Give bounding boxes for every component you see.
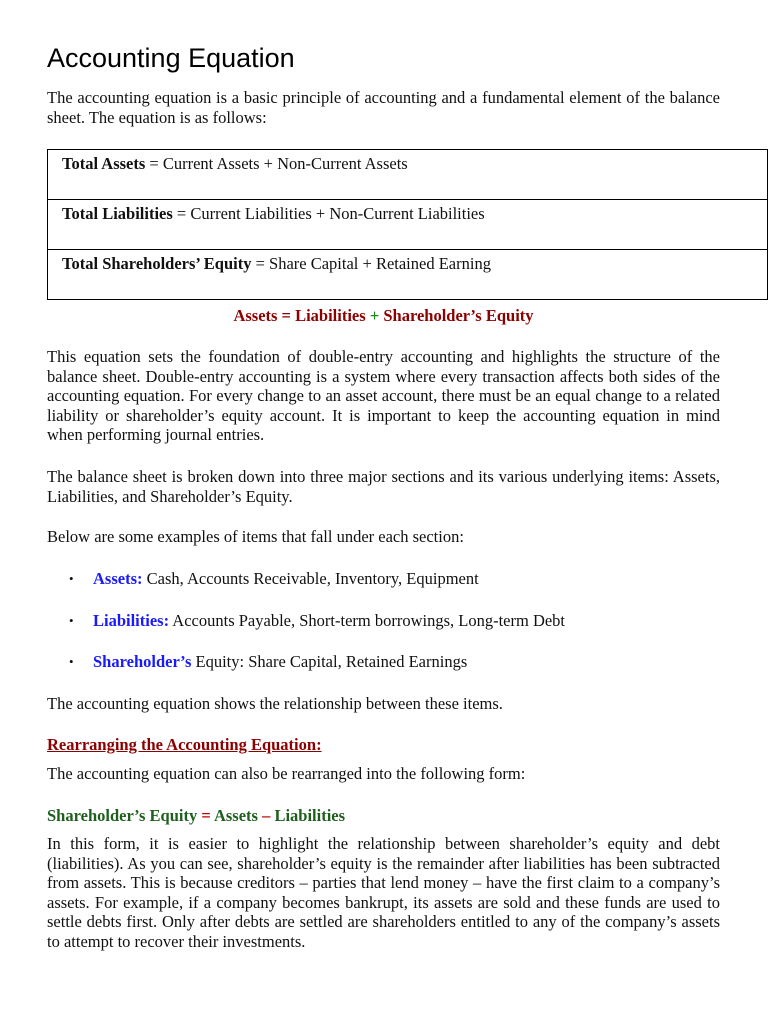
equation-formula: = Share Capital + Retained Earning — [251, 254, 491, 273]
paragraph-relationship: The accounting equation shows the relationship between these items. — [47, 694, 503, 713]
list-item-label: Liabilities: — [93, 610, 170, 630]
equation-cell — [48, 250, 768, 300]
paragraph-rearranged-intro: The accounting equation can also be rearranged into the following form: — [47, 764, 526, 783]
intro-paragraph: The accounting equation is a basic principle of accounting and a fundamental element of the balance sheet. The equation is as follows: — [47, 88, 720, 127]
main-equation-plus: + — [369, 306, 380, 325]
list-item-text: Cash, Accounts Receivable, Inventory, Equipment — [142, 569, 479, 588]
sections-list — [47, 569, 720, 694]
rearranged-term-liabilities: Liabilities — [270, 806, 346, 825]
rearranged-minus: – — [262, 806, 271, 825]
rearranged-term-assets: Assets — [210, 806, 263, 825]
main-equation-right: Shareholder’s Equity — [379, 306, 534, 325]
list-item-text: Equity: Share Capital, Retained Earnings — [191, 652, 468, 671]
equations-table — [47, 149, 768, 300]
main-equation — [47, 306, 720, 326]
paragraph-equity-debt: In this form, it is easier to highlight the relationship between shareholder’s equity and debt (liabilities). As you can see, shareholder’s equity is the remainder after liabilities has been subtracted from assets. This is because creditors – parties that lend money – have the first claim to a company’s assets. For example, if a company becomes bankrupt, its assets are sold and these funds are used to settle debts first. Only after debts are settled are shareholders entitled to any of the company’s assets to attempt to recover their investments. — [47, 834, 720, 951]
rearranged-equals: = — [201, 806, 211, 825]
bullet-icon: • — [69, 612, 74, 628]
section-heading-rearranging: Rearranging the Accounting Equation: — [47, 735, 322, 754]
list-item — [47, 611, 720, 653]
bullet-icon: • — [69, 571, 74, 586]
rearranged-equation — [47, 806, 345, 826]
equation-term: Total Liabilities — [62, 204, 173, 223]
paragraph-examples-intro: Below are some examples of items that fall under each section: — [47, 527, 464, 546]
equation-cell — [48, 150, 768, 200]
list-item-text: Accounts Payable, Short-term borrowings, Long-term Debt — [169, 610, 566, 630]
table-row — [48, 200, 768, 250]
page-title: Accounting Equation — [47, 43, 295, 73]
equation-formula: = Current Assets + Non-Current Assets — [145, 154, 408, 173]
equation-formula: = Current Liabilities + Non-Current Liabilities — [172, 204, 485, 223]
equation-term: Total Shareholders’ Equity — [62, 254, 252, 273]
table-row — [48, 250, 768, 300]
table-row — [48, 150, 768, 200]
paragraph-double-entry: This equation sets the foundation of double-entry accounting and highlights the structure of the balance sheet. Double-entry accounting is a system where every transaction affects both sides of the accounting equation. For every change to an asset account, there must be an equal change to a related liability or shareholder’s equity account. It is important to keep the accounting equation in mind when performing journal entries. — [47, 347, 720, 445]
paragraph-balance-sheet: The balance sheet is broken down into three major sections and its various underlying items: Assets, Liabilities, and Shareholder’s Equity. — [47, 467, 720, 506]
list-item-label: Shareholder’s — [93, 652, 192, 671]
bullet-icon: • — [69, 654, 74, 669]
list-item-label: Assets: — [93, 569, 143, 588]
main-equation-left: Assets = Liabilities — [233, 306, 370, 325]
equation-term: Total Assets — [62, 154, 146, 173]
list-item — [47, 569, 720, 611]
equation-cell — [48, 200, 768, 250]
list-item — [47, 652, 720, 694]
rearranged-term-equity: Shareholder’s Equity — [47, 806, 202, 825]
